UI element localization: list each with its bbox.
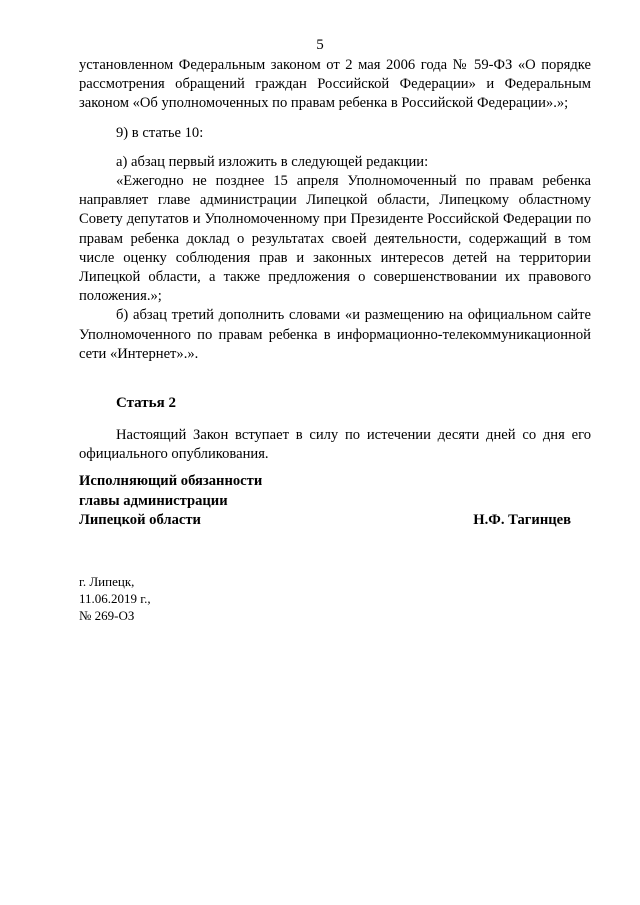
meta-law-number: № 269-ОЗ bbox=[79, 608, 135, 623]
paragraph-item-9: 9) в статье 10: bbox=[116, 124, 204, 141]
signer-row bbox=[79, 511, 591, 531]
signer-name: Н.Ф. Тагинцев bbox=[473, 512, 571, 528]
paragraph-entry-into-force: Настоящий Закон вступает в силу по истечении десяти дней со дня его официального опубликования. bbox=[79, 427, 591, 463]
meta-date: 11.06.2019 г., bbox=[79, 591, 151, 606]
paragraph-law-reference: установленном Федеральным законом от 2 мая 2006 года № 59-ФЗ «О порядке рассмотрения обращений граждан Российской Федерации» и Федеральным законом «Об уполномоченных по правам ребенка в Российской Федерации».»; bbox=[79, 57, 591, 112]
document-body bbox=[79, 56, 591, 465]
paragraph-subitem-a: а) абзац первый изложить в следующей редакции: bbox=[116, 153, 429, 170]
page-number: 5 bbox=[316, 37, 324, 53]
document-meta bbox=[79, 573, 151, 624]
signer-title-line-2: главы администрации bbox=[79, 492, 228, 509]
signature-block bbox=[79, 472, 591, 531]
meta-city: г. Липецк, bbox=[79, 574, 135, 589]
signer-title-line-1: Исполняющий обязанности bbox=[79, 473, 263, 489]
paragraph-quoted-amendment: «Ежегодно не позднее 15 апреля Уполномоченный по правам ребенка направляет главе администрации Липецкой области, Липецкому областному Совету депутатов и Уполномоченному при Президенте Российской Федерации по правам ребенка доклад о результатах своей деятельности, содержащий в том числе оценку соблюдения прав и законных интересов детей на территории Липецкой области, а также предложения о совершенствовании их правового положения.»; bbox=[79, 173, 591, 305]
paragraph-subitem-b: б) абзац третий дополнить словами «и размещению на официальном сайте Уполномоченного по правам ребенка в информационно-телекоммуникационной сети «Интернет».». bbox=[79, 307, 591, 362]
signer-title-line-3: Липецкой области bbox=[79, 512, 201, 528]
article-heading: Статья 2 bbox=[116, 395, 176, 412]
